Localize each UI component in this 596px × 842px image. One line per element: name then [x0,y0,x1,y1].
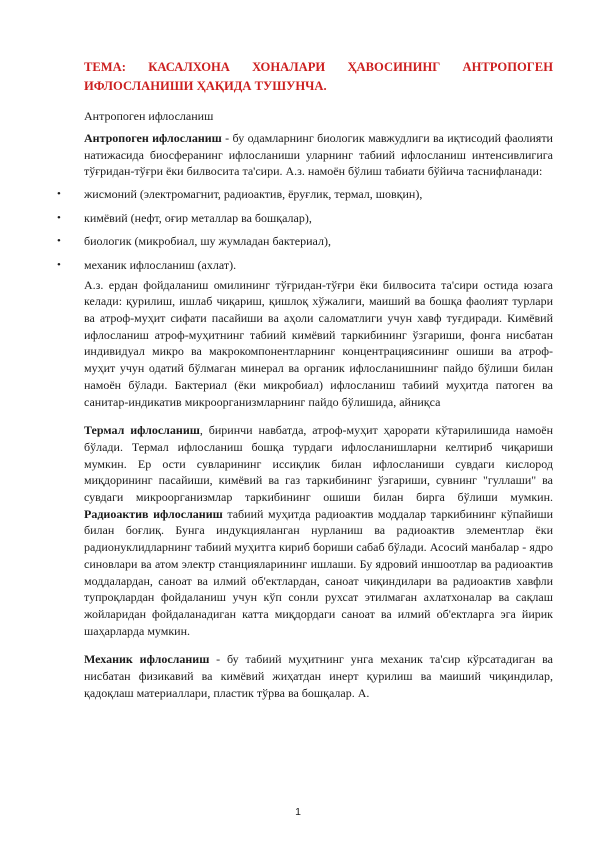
paragraph-mechanical [84,651,553,701]
page-content [57,58,554,701]
list-item: • кимёвий (нефт, оғир металлар ва бошқалар), [57,210,312,225]
bullet-icon: • [57,235,61,248]
thermal-term: Термал ифлосланиш [84,423,200,438]
radioactive-text: табиий муҳитда радиоактив моддалар таркибининг кўпайиши билан боғлиқ. Бунга индукцияланган нурланиш ва радиоактив элементлар ёки радионуклидларнинг табиий муҳитга кириб бориши сабаб бўлади. Асосий манбалар - ядро синовлари ва атом электр станцияларининг ишлаши. Бу ядровий иншоотлар ва радиоактив моддалардан, саноат ва илмий об'ектлардан, саноат чиқиндилари ва радиоактив хавфли тупроқлардан фойдаланиш учун кўп сонли рухсат этилмаган ахлатхоналар ва сақлаш жойларидан фойдаланадиган катта миқдордаги саноат ва илмий об'ектларга эга йирик шаҳарларда мумкин. [84,506,553,638]
paragraph-gap [84,639,553,651]
page-number: 1 [295,806,301,818]
paragraph-land-use: А.з. ердан фойдаланиш омилининг тўғридан-тўғри ёки билвосита та'сири остида юзага келади: қурилиш, ишлаб чиқариш, қишлоқ хўжалиги, маиший ва бошқа фаолият турлари ва атроф-муҳит сифати пасайиши ва аҳоли саломатлиги учун хавф туғдиради. Кимёвий ифлосланиш атроф-муҳитнинг табиий кимёвий таркибининг ўзгариши, фонга нисбатан индивидуал микро ва макрокомпонентларнинг концентрациясининг ошиши ва атроф-муҳит учун одатий бўлмаган минерал ва органик ифлосланишнинг пайдо бўлиши билан намоён бўлади. Бактериал (ёки микробиал) ифлосланиш табиий муҳитда патоген ва санитар-индикатив микроорганизмларнинг пайдо бўлишида, айниқса [84,277,553,409]
mechanical-text: - бу табиий муҳитнинг унга механик та'сир кўрсатадиган ва нисбатан физикавий ва кимёвий жиҳатдан инерт қурилиш ва маиший чиқиндилар, қадоқлаш материаллари, пластик тўрва ва бошқалар. А. [84,652,553,700]
list-item: • биологик (микробиал, шу жумладан бактериал), [57,234,331,249]
document-title: ТЕМА: КАСАЛХОНА ХОНАЛАРИ ҲАВОСИНИНГ АНТРОПОГЕН ИФЛОСЛАНИШИ ҲАҚИДА ТУШУНЧА. [84,60,553,93]
section-subheading: Антропоген ифлосланиш [84,109,214,123]
bullet-icon: • [57,258,61,271]
list-item: • жисмоний (электромагнит, радиоактив, ёруғлик, термал, шовқин), [57,187,423,202]
paragraph-gap [84,410,553,422]
radioactive-term: Радиоактив ифлосланиш [84,506,223,521]
thermal-text: , биринчи навбатда, атроф-муҳит ҳарорати кўтарилишида намоён бўлади. Термал ифлосланиш бошқа турдаги ифлосланишларни келтириб чиқариши мумкин. Ер ости сувларининг иссиқлик билан ифлосланиши сувдаги кислород миқдорининг пасайиши, кимёвий ва газ таркибининг ўзгариши, сувнинг "гуллаши" ва сувдаги микроорганизмлар таркибининг ошиши билан бирга бўлиши мумкин. [84,423,554,505]
intro-term: Антропоген ифлосланиш [84,131,222,145]
paragraph-thermal-radioactive [84,422,553,639]
list-item: • механик ифлосланиш (ахлат). [57,257,237,272]
intro-paragraph [84,130,553,180]
bullet-icon: • [57,188,61,201]
bullet-icon: • [57,211,61,224]
intro-text: - бу одамларнинг биологик мавжудлиги ва иқтисодий фаолияти натижасида биосфеpанинг ифлосланиши уларнинг табиий ифлосланиш интенсивлигига тўғридан-тўғри ёки билвосита та'сири. А.з. намоён бўлиш табиати бўйича таснифланади: [84,131,553,179]
mechanical-term: Механик ифлосланиш [84,652,210,667]
pollution-type-list [57,186,553,273]
